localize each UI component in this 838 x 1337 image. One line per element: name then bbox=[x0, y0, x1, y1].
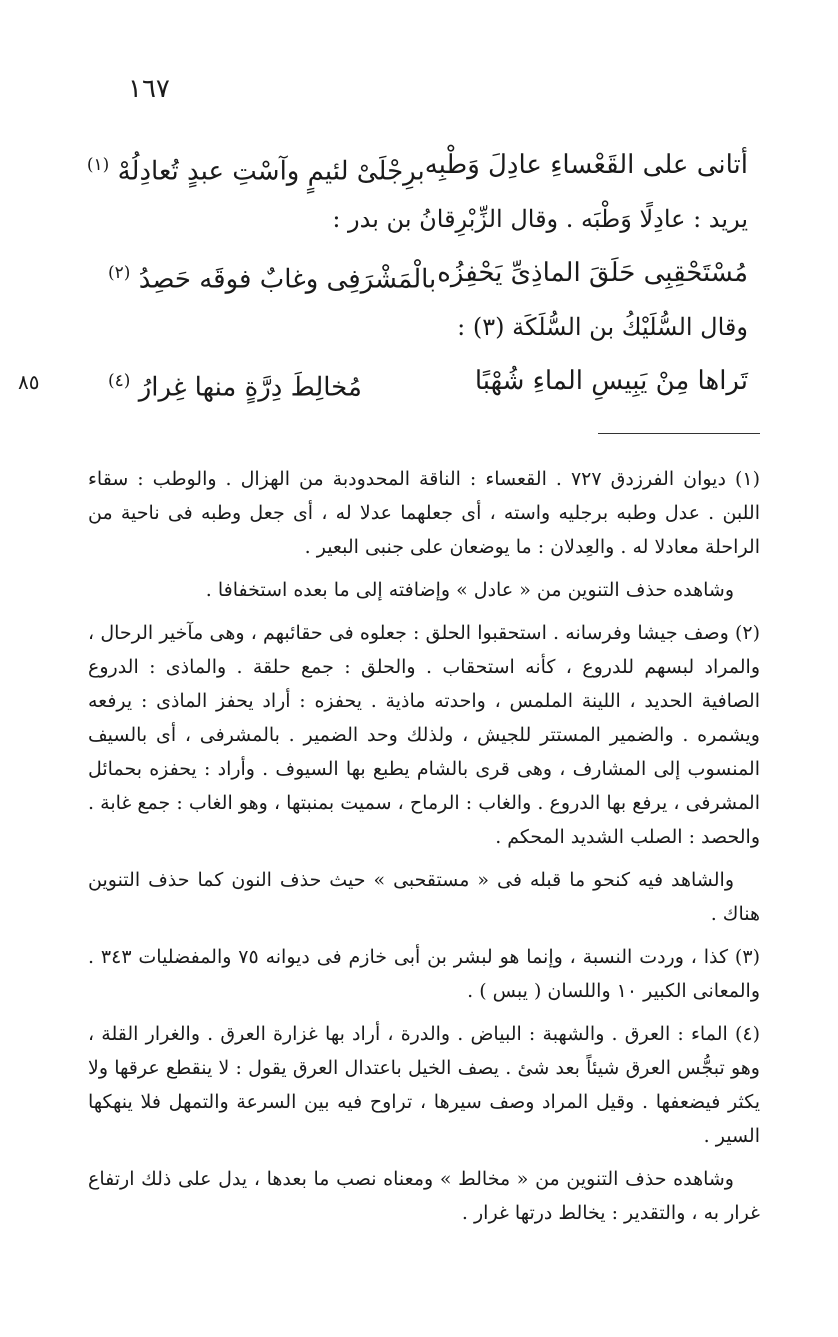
prose-line: يريد : عادِلًا وَطْبَه . وقال الزِّبْرِقانُ بن بدر : bbox=[332, 205, 748, 233]
margin-number: ٨٥ bbox=[18, 370, 40, 394]
verse-hemistich-right: تَراها مِنْ يَبِيسِ الماءِ شُهْبًا bbox=[474, 366, 748, 396]
page-number: ١٦٧ bbox=[128, 74, 170, 104]
footnote: (٣) كذا ، وردت النسبة ، وإنما هو لبشر بن أبى خازم فى ديوانه ٧٥ والمفضليات ٣٤٣ . والمعانى الكبير ١٠ واللسان ( يبس ) . bbox=[88, 946, 760, 1002]
verse-hemistich-text: مُخالِطَ دِرَّةٍ منها غِرارُ bbox=[138, 372, 362, 403]
verse-line bbox=[108, 246, 748, 300]
footnote-note: وشاهده حذف التنوين من « عادل » وإضافته إلى ما بعده استخفافا . bbox=[205, 579, 734, 601]
verse-hemistich-left bbox=[108, 354, 362, 408]
footnote-note: وشاهده حذف التنوين من « مخالط » ومعناه نصب ما بعدها ، يدل على ذلك ارتفاع غرار به ، والتقدير : يخالط درتها غرار . bbox=[88, 1168, 760, 1224]
verse-line bbox=[108, 354, 748, 408]
footnote: (٤) الماء : العرق . والشهبة : البياض . والدرة ، أراد بها غزارة العرق . والغرار القلة ، وهو تبجُّس العرق شيئاً بعد شئ . يصف الخيل باعتدال العرق يقول : لا ينقطع عرقها ولا يكثر فيضعفها . وقيل المراد وصف سيرها ، تراوح فيه بين السرعة والتمهل فلا ينهكها السير . bbox=[88, 1023, 760, 1147]
verse-hemistich-left bbox=[108, 246, 436, 300]
footnote-marker: (٢) bbox=[108, 263, 131, 283]
verse-block bbox=[86, 138, 748, 408]
prose-line: وقال السُّلَيْكُ بن السُّلَكَة (٣) : bbox=[457, 313, 748, 341]
footnote-marker: (١) bbox=[86, 155, 110, 175]
verse-hemistich-right: أتانى على القَعْساءِ عادِلَ وَطْبِه bbox=[424, 150, 748, 180]
footnote: (٢) وصف جيشا وفرسانه . استحقبوا الحلق : جعلوه فى حقائبهم ، وهى مآخير الرحال ، والمراد لبسهم للدروع ، كأنه استحقاب . والحلق : جمع حلقة . والماذى : الدروع الصافية الحديد ، اللينة الملمس ، واحدته ماذية . يحفزه : أراد يحفز الماذى : يرفعه ويشمره . والضمير المستتر للجيش ، ولذلك وحد الضمير . بالمشرفى ، أى بالسيف المنسوب إلى المشارف ، وهى قرى بالشام يطبع بها السيوف . وأراد : يحفزه بحمائل المشرفى ، يرفع بها الدروع . والغاب : الرماح ، سميت بمنبتها ، وهو الغاب : جمع غابة . والحصد : الصلب الشديد المحكم . bbox=[88, 622, 760, 848]
verse-hemistich-text: برِجْلَىْ لئيمٍ وآسْتِ عبدٍ تُعادِلُهْ bbox=[117, 156, 425, 187]
verse-line bbox=[86, 138, 748, 192]
footnote: (١) ديوان الفرزدق ٧٢٧ . القعساء : الناقة المحدودبة من الهزال . والوطب : سقاء اللبن . عدل وطبه برجليه واسته ، أى جعلهما عدلا له ، أى جعل وطبه فى ناحية من الراحلة معادلا له . والعِدلان : ما يوضعان على جنبى البعير . bbox=[88, 468, 760, 558]
footnote-note: والشاهد فيه كنحو ما قبله فى « مستقحبى » حيث حذف النون كما حذف التنوين هناك . bbox=[88, 869, 760, 925]
footnote-marker: (٤) bbox=[108, 371, 131, 391]
verse-hemistich-left bbox=[87, 138, 425, 192]
footnote-divider bbox=[598, 433, 760, 434]
verse-hemistich-right: مُسْتَحْقِبِى حَلَقَ الماذِىِّ يَحْفِزُه bbox=[437, 258, 748, 288]
footnotes bbox=[88, 462, 760, 1239]
verse-hemistich-text: بالْمَشْرَفِى وغابٌ فوقَه حَصِدُ bbox=[138, 264, 437, 295]
